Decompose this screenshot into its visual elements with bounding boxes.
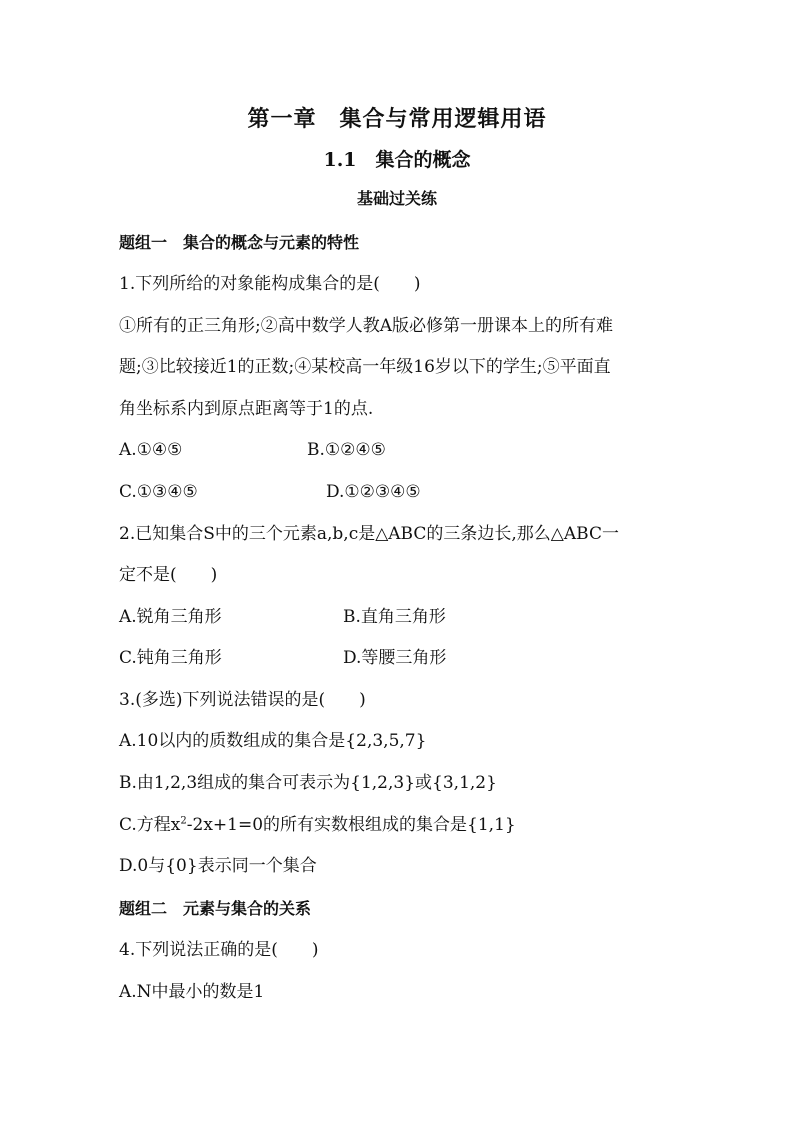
q1-option-d: D.①②③④⑤: [326, 482, 421, 502]
q1-option-c: C.①③④⑤: [119, 482, 198, 502]
q3-option-a: A.10以内的质数组成的集合是{2,3,5,7}: [119, 731, 427, 751]
q4-option-a: A.N中最小的数是1: [119, 982, 265, 1002]
group1-title: 题组一 集合的概念与元素的特性: [119, 233, 360, 252]
q3-option-d: D.0与{0}表示同一个集合: [119, 856, 317, 876]
q1-option-b: B.①②④⑤: [307, 440, 386, 460]
q2-option-d: D.等腰三角形: [343, 648, 447, 668]
q1-option-a: A.①④⑤: [119, 440, 183, 460]
q3-option-c-pre: C.方程x: [119, 815, 181, 835]
q3-option-c: [119, 813, 516, 837]
q1-line-3: 角坐标系内到原点距离等于1的点.: [119, 399, 374, 419]
q3-option-c-post: -2x+1=0的所有实数根组成的集合是{1,1}: [186, 815, 516, 835]
group2-title: 题组二 元素与集合的关系: [119, 899, 312, 918]
chapter-title: 第一章 集合与常用逻辑用语: [247, 106, 547, 132]
subsection-title: 基础过关练: [356, 189, 437, 208]
q1-line-1: ①所有的正三角形;②高中数学人教A版必修第一册课本上的所有难: [119, 316, 614, 336]
q1-stem: 1.下列所给的对象能构成集合的是( ): [119, 274, 421, 294]
q2-option-b: B.直角三角形: [343, 607, 446, 627]
q3-option-b: B.由1,2,3组成的集合可表示为{1,2,3}或{3,1,2}: [119, 773, 497, 793]
q4-stem: 4.下列说法正确的是( ): [119, 940, 319, 960]
q2-line-2: 定不是( ): [119, 565, 218, 585]
q2-line-1: 2.已知集合S中的三个元素a,b,c是△ABC的三条边长,那么△ABC一: [119, 524, 619, 544]
q3-option-c-exponent: 2: [180, 815, 187, 827]
section-title: 1.1 集合的概念: [323, 149, 471, 171]
q3-stem: 3.(多选)下列说法错误的是( ): [119, 690, 366, 710]
q1-line-2: 题;③比较接近1的正数;④某校高一年级16岁以下的学生;⑤平面直: [119, 357, 611, 377]
q2-option-c: C.钝角三角形: [119, 648, 222, 668]
q2-option-a: A.锐角三角形: [119, 607, 222, 627]
